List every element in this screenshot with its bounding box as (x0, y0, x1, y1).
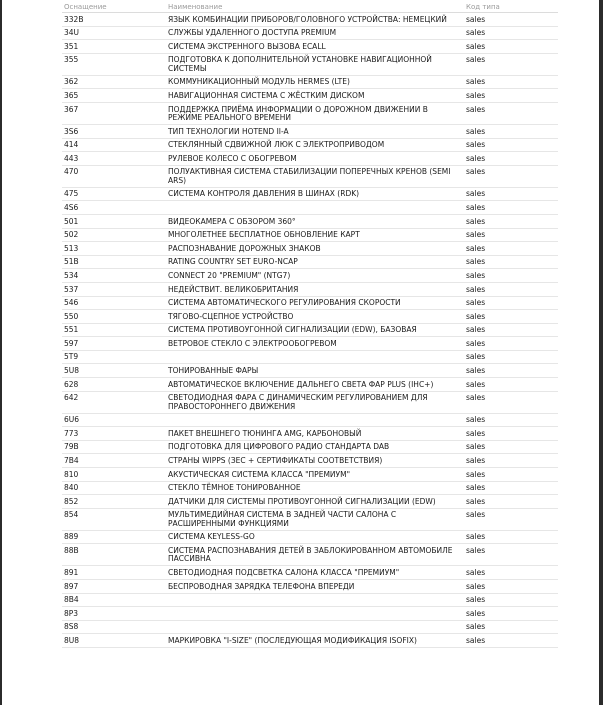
cell-type: sales (466, 257, 486, 267)
cell-name: СИСТЕМА РАСПОЗНАВАНИЯ ДЕТЕЙ В ЗАБЛОКИРОВАННОМ АВТОМОБИЛЕ ПАССИВНА (168, 546, 453, 564)
cell-type: sales (466, 298, 486, 308)
cell-type: sales (466, 469, 486, 479)
cell-name: СИСТЕМА ПРОТИВОУГОННОЙ СИГНАЛИЗАЦИИ (EDW), БАЗОВАЯ (168, 325, 417, 335)
table-row (62, 495, 558, 509)
cell-name: ТИП ТЕХНОЛОГИИ HOTEND II-A (168, 126, 289, 136)
cell-name: ТОНИРОВАННЫЕ ФАРЫ (168, 366, 259, 376)
cell-code: 810 (64, 469, 79, 479)
table-row (62, 509, 558, 531)
cell-code: 443 (64, 153, 79, 163)
cell-code: 470 (64, 167, 79, 177)
header-equipment: Оснащение (64, 3, 107, 11)
cell-type: sales (466, 393, 486, 403)
cell-type: sales (466, 202, 486, 212)
cell-name: ПАКЕТ ВНЕШНЕГО ТЮНИНГА AMG, КАРБОНОВЫЙ (168, 428, 362, 438)
table-row (62, 27, 558, 41)
table-row (62, 544, 558, 566)
table-row (62, 324, 558, 338)
cell-type: sales (466, 456, 486, 466)
cell-code: 88B (64, 546, 79, 555)
cell-code: 4S6 (64, 202, 79, 212)
cell-code: 889 (64, 532, 79, 542)
cell-type: sales (466, 270, 486, 280)
cell-name: RATING COUNTRY SET EURO-NCAP (168, 257, 298, 267)
cell-code: 414 (64, 140, 79, 150)
cell-type: sales (466, 28, 486, 38)
table-row (62, 594, 558, 608)
cell-type: sales (466, 167, 486, 177)
cell-type: sales (466, 189, 486, 199)
table-row (62, 607, 558, 621)
cell-code: 513 (64, 243, 79, 253)
cell-code: 3S6 (64, 126, 79, 136)
cell-name: НАВИГАЦИОННАЯ СИСТЕМА С ЖЁСТКИМ ДИСКОМ (168, 90, 365, 100)
cell-type: sales (466, 532, 486, 542)
table-row (62, 89, 558, 103)
cell-name: СТРАНЫ WIPPS (ЗЕС + СЕРТИФИКАТЫ СООТВЕТСТВИЯ) (168, 456, 383, 466)
cell-name: АКУСТИЧЕСКАЯ СИСТЕМА КЛАССА "ПРЕМИУМ" (168, 469, 351, 479)
cell-name: ПОЛУАКТИВНАЯ СИСТЕМА СТАБИЛИЗАЦИИ ПОПЕРЕЧНЫХ КРЕНОВ (SEMI ARS) (168, 167, 451, 185)
cell-name: ТЯГОВО-СЦЕПНОЕ УСТРОЙСТВО (168, 311, 294, 321)
left-edge (0, 0, 2, 705)
cell-type: sales (466, 55, 486, 65)
cell-code: 7B4 (64, 456, 79, 466)
cell-name: ПОДГОТОВКА К ДОПОЛНИТЕЛЬНОЙ УСТАНОВКЕ НАВИГАЦИОННОЙ СИСТЕМЫ (168, 55, 432, 73)
cell-code: 34U (64, 28, 80, 38)
table-row (62, 54, 558, 76)
table-row (62, 351, 558, 365)
cell-name: СТЕКЛЯННЫЙ СДВИЖНОЙ ЛЮК С ЭЛЕКТРОПРИВОДОМ (168, 140, 385, 150)
cell-name: СИСТЕМА KEYLESS-GO (168, 532, 255, 542)
table-row (62, 414, 558, 428)
cell-type: sales (466, 352, 486, 362)
cell-name: МНОГОЛЕТНЕЕ БЕСПЛАТНОЕ ОБНОВЛЕНИЕ КАРТ (168, 230, 360, 240)
table-row (62, 297, 558, 311)
table-row (62, 13, 558, 27)
cell-name: ПОДГОТОВКА ДЛЯ ЦИФРОВОГО РАДИО СТАНДАРТА DAB (168, 442, 390, 452)
cell-name: АВТОМАТИЧЕСКОЕ ВКЛЮЧЕНИЕ ДАЛЬНЕГО СВЕТА ФАР PLUS (IHC+) (168, 379, 434, 389)
cell-code: 597 (64, 338, 79, 348)
cell-name: СТЕКЛО ТЁМНОЕ ТОНИРОВАННОЕ (168, 483, 301, 493)
cell-code: 8U8 (64, 635, 80, 645)
cell-type: sales (466, 126, 486, 136)
table-row (62, 283, 558, 297)
table-row (62, 580, 558, 594)
cell-type: sales (466, 153, 486, 163)
table-row (62, 378, 558, 392)
header-type-code: Код типа (466, 3, 500, 11)
table-row (62, 125, 558, 139)
cell-name: МАРКИРОВКА "I-SIZE" (ПОСЛЕДУЮЩАЯ МОДИФИКАЦИЯ ISOFIX) (168, 635, 417, 645)
cell-code: 891 (64, 568, 79, 577)
table-row (62, 427, 558, 441)
table-row (62, 76, 558, 90)
cell-type: sales (466, 635, 486, 645)
cell-type: sales (466, 442, 486, 452)
cell-name: НЕДЕЙСТВИТ. ВЕЛИКОБРИТАНИЯ (168, 284, 299, 294)
cell-name: ЯЗЫК КОМБИНАЦИИ ПРИБОРОВ/ГОЛОВНОГО УСТРОЙСТВА: НЕМЕЦКИЙ (168, 14, 447, 24)
cell-code: 367 (64, 104, 79, 114)
cell-name: CONNECT 20 "PREMIUM" (NTG7) (168, 270, 291, 280)
table-row (62, 201, 558, 215)
table-row (62, 454, 558, 468)
cell-type: sales (466, 104, 486, 114)
table-row (62, 256, 558, 270)
cell-type: sales (466, 581, 486, 591)
cell-type: sales (466, 415, 486, 425)
cell-type: sales (466, 311, 486, 321)
cell-name: СВЕТОДИОДНАЯ ПОДСВЕТКА САЛОНА КЛАССА "ПРЕМИУМ" (168, 568, 400, 577)
table-row (62, 531, 558, 545)
cell-code: 332B (64, 14, 84, 24)
cell-type: sales (466, 496, 486, 506)
table-row (62, 242, 558, 256)
cell-code: 852 (64, 496, 79, 506)
cell-type: sales (466, 243, 486, 253)
table-body (62, 13, 558, 648)
cell-code: 8P3 (64, 608, 79, 618)
cell-name: ВЕТРОВОЕ СТЕКЛО С ЭЛЕКТРООБОГРЕВОМ (168, 338, 337, 348)
cell-code: 475 (64, 189, 79, 199)
cell-code: 6U6 (64, 415, 80, 425)
cell-name: ПОДДЕРЖКА ПРИЁМА ИНФОРМАЦИИ О ДОРОЖНОМ ДВИЖЕНИИ В РЕЖИМЕ РЕАЛЬНОГО ВРЕМЕНИ (168, 104, 428, 122)
cell-name: КОММУНИКАЦИОННЫЙ МОДУЛЬ HERMES (LTE) (168, 77, 350, 87)
cell-type: sales (466, 428, 486, 438)
cell-type: sales (466, 230, 486, 240)
cell-code: 546 (64, 298, 79, 308)
cell-type: sales (466, 622, 486, 632)
table-row (62, 566, 558, 580)
cell-code: 355 (64, 55, 79, 65)
cell-name: ДАТЧИКИ ДЛЯ СИСТЕМЫ ПРОТИВОУГОННОЙ СИГНАЛИЗАЦИИ (EDW) (168, 496, 436, 506)
cell-code: 8S8 (64, 622, 79, 632)
cell-type: sales (466, 140, 486, 150)
cell-code: 502 (64, 230, 79, 240)
cell-code: 5U8 (64, 366, 80, 376)
equipment-table (62, 0, 558, 648)
table-row (62, 634, 558, 648)
cell-code: 5T9 (64, 352, 79, 362)
cell-code: 551 (64, 325, 79, 335)
cell-type: sales (466, 90, 486, 100)
cell-name: СИСТЕМА КОНТРОЛЯ ДАВЛЕНИЯ В ШИНАХ (RDK) (168, 189, 360, 199)
table-row (62, 215, 558, 229)
table-row (62, 310, 558, 324)
table-row (62, 468, 558, 482)
table-row (62, 188, 558, 202)
cell-name: СВЕТОДИОДНАЯ ФАРА С ДИНАМИЧЕСКИМ РЕГУЛИРОВАНИЕМ ДЛЯ ПРАВОСТОРОННЕГО ДВИЖЕНИЯ (168, 393, 428, 411)
cell-name: РАСПОЗНАВАНИЕ ДОРОЖНЫХ ЗНАКОВ (168, 243, 321, 253)
table-row (62, 269, 558, 283)
cell-code: 365 (64, 90, 79, 100)
cell-code: 51B (64, 257, 79, 267)
cell-name: РУЛЕВОЕ КОЛЕСО С ОБОГРЕВОМ (168, 153, 297, 163)
cell-code: 628 (64, 379, 79, 389)
table-header (62, 0, 558, 13)
table-row (62, 103, 558, 125)
cell-name: БЕСПРОВОДНАЯ ЗАРЯДКА ТЕЛЕФОНА ВПЕРЕДИ (168, 581, 355, 591)
cell-type: sales (466, 510, 486, 520)
cell-name: ВИДЕОКАМЕРА С ОБЗОРОМ 360° (168, 216, 296, 226)
cell-code: 8B4 (64, 595, 79, 605)
cell-type: sales (466, 483, 486, 493)
cell-code: 79B (64, 442, 79, 452)
cell-code: 550 (64, 311, 79, 321)
cell-code: 534 (64, 270, 79, 280)
table-row (62, 482, 558, 496)
table-row (62, 621, 558, 635)
cell-type: sales (466, 608, 486, 618)
cell-type: sales (466, 379, 486, 389)
table-row (62, 152, 558, 166)
table-row (62, 364, 558, 378)
cell-code: 537 (64, 284, 79, 294)
cell-type: sales (466, 41, 486, 51)
header-name: Наименование (168, 3, 223, 11)
table-row (62, 229, 558, 243)
table-row (62, 166, 558, 188)
cell-name: СИСТЕМА АВТОМАТИЧЕСКОГО РЕГУЛИРОВАНИЯ СКОРОСТИ (168, 298, 401, 308)
table-row (62, 392, 558, 414)
cell-code: 854 (64, 510, 79, 520)
cell-type: sales (466, 284, 486, 294)
right-edge (599, 0, 603, 705)
cell-type: sales (466, 77, 486, 87)
cell-type: sales (466, 366, 486, 376)
cell-type: sales (466, 338, 486, 348)
cell-type: sales (466, 14, 486, 24)
cell-type: sales (466, 325, 486, 335)
cell-code: 840 (64, 483, 79, 493)
cell-type: sales (466, 546, 486, 555)
cell-name: СЛУЖБЫ УДАЛЕННОГО ДОСТУПА PREMIUM (168, 28, 337, 38)
cell-type: sales (466, 595, 486, 605)
cell-name: МУЛЬТИМЕДИЙНАЯ СИСТЕМА В ЗАДНЕЙ ЧАСТИ САЛОНА С РАСШИРЕННЫМИ ФУНКЦИЯМИ (168, 510, 397, 528)
table-row (62, 441, 558, 455)
cell-code: 773 (64, 428, 79, 438)
cell-code: 351 (64, 41, 79, 51)
cell-code: 897 (64, 581, 79, 591)
cell-code: 501 (64, 216, 79, 226)
cell-code: 642 (64, 393, 79, 403)
table-row (62, 337, 558, 351)
cell-code: 362 (64, 77, 79, 87)
table-row (62, 40, 558, 54)
cell-type: sales (466, 216, 486, 226)
cell-type: sales (466, 568, 486, 577)
table-row (62, 139, 558, 153)
cell-name: СИСТЕМА ЭКСТРЕННОГО ВЫЗОВА ECALL (168, 41, 326, 51)
